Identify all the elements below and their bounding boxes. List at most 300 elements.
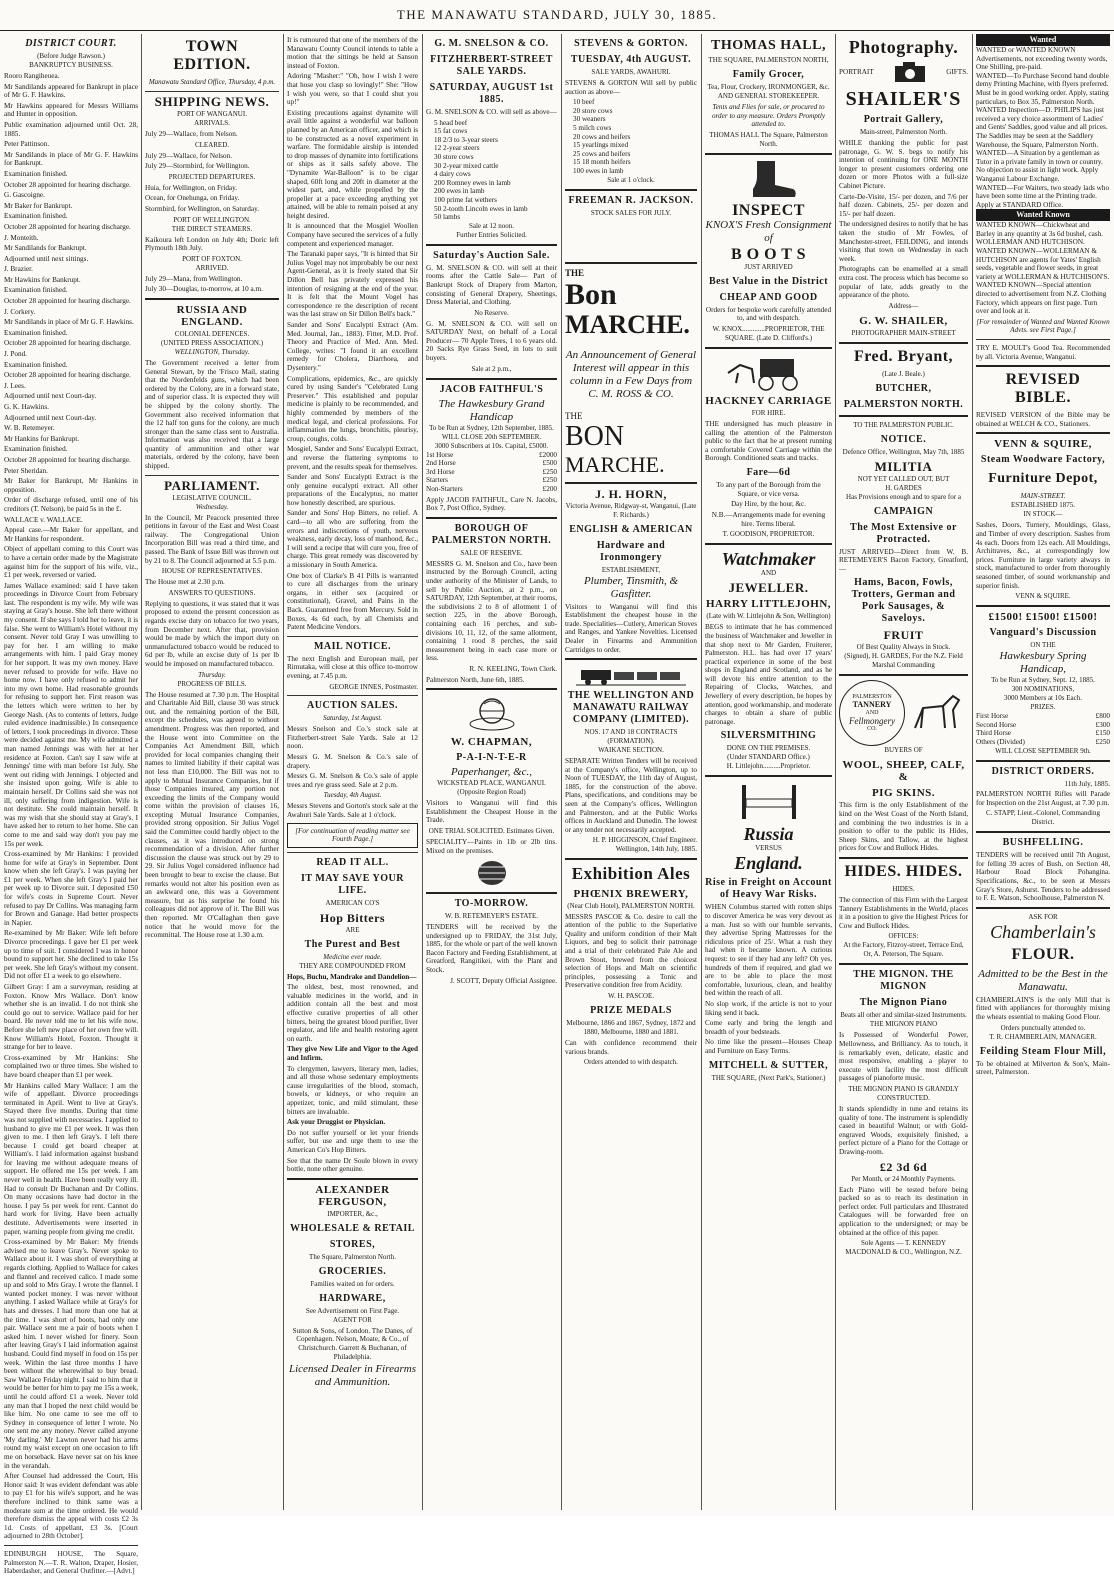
england-heading: England. [734,853,803,874]
shailer-text: Photographs can be enamelled at a small extra cost. The process which has become so popular of late, adds greatly to the appearance of the photo. [839,265,968,300]
shailer-title: PHOTOGRAPHER MAIN-STREET [851,328,956,337]
prize-row [426,485,557,494]
ferguson-address: The Square, Palmerston North. [309,1252,396,1261]
court-paragraph: Mr Hankins for Bankrupt. [4,434,80,443]
court-paragraph: Mr Baker for Bankrupt, Mr Hankins in opposition. [4,477,138,494]
stevens-date: TUESDAY, 4th AUGUST. [570,54,692,65]
bon-marche-announce: An Announcement of General Interest will appear in this column in a Few Days from C. M. ROSS & CO. [565,348,697,400]
just-arrived: JUST ARRIVED [744,262,793,271]
mignon-beats: Beats all other and similar-sized Instruments. [840,1011,967,1020]
flour-heading: FLOUR. [1011,945,1075,963]
column-rule [972,34,973,1510]
court-paragraph: J. Corkery. [4,307,36,316]
stock-item: 100 ewes in lamb [573,166,624,175]
prize-label: 3rd Horse [426,467,455,476]
news-paragraph: Existing precautions against dynamite will avail little against a wonderful war balloon planned by an American officer, and which is to be constructed as a novel experiment in warfare. The formidable airship is intended to drop masses of dynamite into fortifications or ships as it sails safely above. The "Dynamite War-Balloon" is to be cigar shaped, 60ft long and 20ft in diameter at the widest part, and, while propelled by the propeller at a pace exceeding anything yet attained, will be able to remain poised at any height desired. [287,108,418,220]
stock-item: 30 store cows [434,152,474,161]
snelson-yards: FITZHERBERT-STREET SALE YARDS. [430,54,553,77]
thomas-hall-text: Tents and Flies for sale, or procured to order to any measure. Orders Promptly attended to. [711,103,826,129]
stock-item: 10 beef [573,98,595,107]
borough-date: Palmerston North, June 6th, 1885. [426,675,525,684]
mignon-price: £2 3d 6d [879,1159,928,1174]
prize-row [976,738,1110,747]
court-paragraph: Adjourned until next Court-day. [4,413,97,422]
freight-rise: Rise in Freight on Account of Heavy War Risks. [705,877,832,901]
shailer-address: Main-street, Palmerston North. [859,128,948,136]
flour-obtain: To be obtained at Milverton & Son's, Main-street, Palmerston. [976,1059,1110,1077]
court-paragraph: October 28 appointed for hearing discharge. [4,222,131,231]
stevens-stock-list [565,98,697,175]
wanted-known-ad: WANTED KNOWN—WOLLERMAN & HUTCHISON are agents for Yates' English seeds, vegetable and flower seeds, in great variety at WOLLERMAN & HUTCHISON'S. [976,247,1110,281]
gardes-notice: NOTICE. [880,433,927,445]
dateline: Wednesday. [195,502,229,511]
court-paragraph: Object of appellant coming to this Court was to have a certain order made by the Magistrate against him for the support of his wife, viz., £1 per week, reversed or varied. [4,545,138,580]
bible-text: REVISED VERSION of the Bible may be obtained at WELCH & CO., Stationers. [976,411,1110,428]
auction-entry: Messrs G. M. Snelson & Co.'s sale of drapery. [287,752,418,770]
wanted-ad: WANTED—To Purchase Second hand double demy Printing Machine, with flyers preferred. Must be in good working order. Apply, stating particulars, to Box 35, Palmerston North. [976,71,1109,106]
wanted-heading: Wanted [976,34,1110,46]
gardes-hams: Hams, Bacon, Fowls, Trotters, German and Pork Sausages, & Saveloys. [851,577,956,625]
continuation-note: [For continuation of reading matter see Fourth Page.] [287,823,418,848]
ferguson-text: See Advertisement on First Page. [305,1306,400,1315]
bon-marche-marche: MARCHE. [565,451,665,477]
stevens-yards: SALE YARDS, AWAHURI. [591,68,671,76]
stock-item: 50 lambs [434,213,461,222]
railway-sign: H. P. HIGGINSON, Chief Engineer. Wellington, 14th July, 1885. [592,836,697,854]
tannery-horse-illustration [909,688,965,738]
hop-bitters-vigor: They give New Life and Vigor to the Aged and Infirm. [287,1045,418,1063]
chapman-text: Visitors to Wanganui will find this Establishment the Cheapest House in the Trade. [426,799,557,825]
column-news-ads [287,34,418,1510]
stock-item: 15 fat cows [434,127,468,136]
inspect-heading: INSPECT [732,201,805,219]
and: AND [760,569,777,578]
freeman-heading: FREEMAN R. JACKSON. [568,194,694,206]
fare-text: To any part of the Borough from the Square, or vice versa. [716,480,821,498]
knox-text: Orders for bespoke work carefully attended to, and with despatch. [705,305,832,323]
ship-entry: Stormbird, for Wellington, on Saturday. [145,204,260,213]
wanted-known-list [976,221,1110,316]
borough-text: MESSRS G. M. Snelson and Co., have been instructed by the Borough Council, acting under authority of the Minister of Lands, to sell by Public Auction, at 2 p.m., on SATURDAY, 12th September, at their rooms, the subdivisions 2 to 8 of allotment 1 of section 225, in the above Borough, containing each 16 perches, and sub-divisions 10, 11, 12, of the same allotment, containing 1 rood 8 perches, the said measurement being in each case more or less. [426,559,557,663]
phoenix-text: Orders attended to with despatch. [584,1058,678,1067]
district-orders: DISTRICT ORDERS. [991,765,1095,777]
prize-amount: £300 [1095,720,1110,729]
silversmithing: SILVERSMITHING [720,730,817,742]
hop-bitters-name: Hop Bitters [319,910,386,925]
day-hire: Day Hire, by the hour, &c. [731,500,806,509]
hides-sub: HIDES. [892,885,915,894]
wanted-see: [For remainder of Wanted and Wanted Known Advts. see First Page.] [976,317,1110,335]
court-paragraph: Cross-examined by Mr Baker: My friends advised me to leave Gray's. Never spoke to Wallace about it. I was short of everything at regards clothing. Applied to Wallace for cakes and flannel and received calico. I made some up and sold to Mrs Gray. I wrote the flannel. I wanted pocket money. I was never without anything. I asked Wallace while at Gray's for hats and dresses. I had more than one hat at the time. I was short of boots, had only one pair. Wallace sent me a pair of boots when I asked him. I never wished for finery. Soon after leaving Gray's I laid information against husband. Could find myself in food on 15s per week. Within the last three months I have been without the wherewithal to buy bread. Saw Wallace Friday night. I said to him that it would be better for him to pay me 15s a week, until he could afford £1 a week. Never told any man that I hoped the next child would be like him. No one came to see me off to Sydney in consequence of letter I wrote. No one sent me any money. Never called anyone 'My darling.' Mr Lawton never had his arms round my waist except on one occasion to lift me on horseback. Have never sat on his knee in the verandah. [4,1238,138,1470]
mignon-agents: Sole Agents — T. KENNEDY MACDONALD & CO., Wellington, N.Z. [845,1239,962,1257]
fare: Fare—6d [746,466,791,478]
flour-ask: ASK FOR [1028,912,1058,921]
ship-entry: July 29—Wallace, for Nelson. [145,151,233,160]
prize-amount: £500 [542,459,557,468]
jacob-faithful-close: WILL CLOSE 20th SEPTEMBER. [441,432,542,441]
venn-text: Sashes, Doors, Turnery, Mouldings, Glass, and Timber of every description. Sashes from 4s each. Doors from 12s each. All Mouldings, Architraves, &c., at correspondingly low prices. Furniture in large variety always in stock, manufactured to order from thoroughly seasoned timber, of sound workmanship and superior finish. [976,521,1110,590]
section-label: (UNITED PRESS ASSOCIATION.) [160,338,264,347]
thomas-hall-sign: THOMAS HALL The Square, Palmerston North. [709,130,828,148]
boots-heading: B O O T S [730,245,807,263]
court-paragraph: Adjourned until next sittings. [4,254,89,263]
shailer-address-label: Address— [888,301,919,310]
news-paragraph: The Government received a letter from General Stewart, by the 'Frisco Mail, stating that the Nordenfelds guns, which had been ordered by the Colony, are in a forward state, and of superior class. It is expected they will be shipped by the colony shortly. The Government also received information that the 12 half ton guns for the colony, are much stronger than the same class sent to Australia. Information was also received that a large quantity of ammunition and other war materials, ordered by the colony, have been shipped. [145,358,279,471]
versus: VERSUS [755,844,782,853]
hop-bitters-hops: Hops, Buchu, Mandrake and Dandelion— [287,972,417,981]
court-paragraph: J. Brazier. [4,265,33,274]
best-value: Best Value in the District [708,275,829,287]
court-paragraph: Examination finished. [4,360,68,369]
chapman-speciality: SPECIALITY—Paints in 1lb or 2lb tins. Mixed on the premises. [426,837,557,855]
section-label: ANSWERS TO QUESTIONS. [168,588,256,597]
ferguson-wholesale: WHOLESALE & RETAIL [290,1222,415,1234]
snelson-noon: Sale at 12 noon. [468,221,515,230]
bryant-name: Fred. Bryant, [853,347,954,365]
wanted-ad: WANTED or WANTED KNOWN Advertisements, not exceeding twenty words, One Shilling, pre-paid. [976,46,1108,72]
mignon-text: It stands splendidly in tune and retains its quality of tone. The instrument is splendidly cased in beautiful Walnut; or with Gold-engraved Woods, exquisitely finished, a perfect picture of a Piano for the Cottage or Drawing-room. [839,1104,968,1156]
column-town-edition [145,34,279,1510]
horn-text: Visitors to Wanganui will find this Establishment the cheapest house in the trade. Specialities—Cutlery, American Stoves and Ranges, and Yankee Novelties. Licensed Dealer in Firearms and Ammunition Cartridges to order. [565,602,697,654]
section-label: THE DIRECT STEAMERS. [171,224,253,233]
bon-marche-bon: Bon [565,277,617,311]
news-paragraph: The House met at 2.30 p.m. [145,578,225,587]
port-heading: PORT OF WANGANUI. [177,110,247,118]
jeweller-heading: JEWELLER. [728,580,809,596]
stock-item: 30 2-year mixed cattle [434,161,499,170]
snelson-stock-list [426,119,557,222]
prize-row [426,476,557,485]
section-label: ARRIVED. [195,263,229,272]
column-hall-knox [705,34,832,1510]
section-label: HOUSE OF REPRESENTATIVES. [161,567,263,576]
horn-english: ENGLISH & AMERICAN [569,523,693,535]
dateline: Saturday, 1st August. [322,714,383,723]
littlejohn-text: BEGS to intimate that he has commenced the business of Watchmaker and Jeweller in that shop next to Mr Garden, Fruiterer, Palmerston. H.L. has had over 17 years' practical experience in some of the best shops in England and Scotland, and as he will devote his entire attention to the Repairing of Clocks, Watches, and Jewellery of every description, he hopes by attention, good workmanship, and moderate charges to obtain a share of public patronage. [705,623,832,726]
news-paragraph: It is announced that the Mosgiel Woollen Company have secured the services of a fully competent and experienced manager. [287,222,418,248]
section-label: ARRIVALS. [194,119,230,127]
littlejohn-name: HARRY LITTLEJOHN, [705,598,832,611]
district-court-body [4,72,138,1541]
venn-established: ESTABLISHED 1875. [1011,501,1075,510]
flour-admitted: Admitted to be the Best in the Manawatu. [978,967,1108,993]
tannery-wool: WOOL, SHEEP, CALF, & [842,759,965,784]
section-label: PROJECTED DEPARTURES. [168,172,256,181]
court-paragraph: Examination finished. [4,328,68,337]
port-heading: PORT OF FOXTON. [182,254,242,263]
saturday-sale-heading: Saturday's Auction Sale. [433,249,550,261]
littlejohn-sign: H. Littlejohn..........Proprietor. [726,762,811,771]
hop-bitters-sub: IT MAY SAVE YOUR LIFE. [301,872,404,896]
auction-entry: Messrs Stevens and Gorton's stock sale at the Awahuri Sale Yards. Sale at 1 o'clock. [287,802,418,819]
tannery-seal: PALMERSTON TANNERY AND Fellmongery CO. [839,680,905,746]
court-paragraph: October 28 appointed for hearing discharge. [4,180,131,189]
ferguson-importer: IMPORTER, &c., [327,1209,378,1218]
flour-manager: T. R. CHAMBERLAIN, MANAGER. [989,1032,1097,1041]
horn-hardware: Hardware and Ironmongery [596,539,666,563]
mignon-text: Is Possessed of Wonderful Power, Mellowness, and Brilliancy. As to touch, it is remarkably even, delicate, elastic and most responsive, enabling a player to execute with facility the most difficult passages of pianoforte music. [839,1031,968,1083]
court-paragraph: Appeal case.—Mr Baker for appellant, and Mr Hankins for respondent. [4,526,138,543]
orders-date: 11th July, 1885. [1064,779,1110,788]
tannery-buyers: BUYERS OF [884,746,923,755]
ales-heading: Exhibition Ales [571,863,691,883]
horn-address: Victoria Avenue, Ridgway-st, Wanganui, (Late F. Richards.) [565,501,697,519]
chapman-paperhanger: Paperhanger, &c., [450,766,533,779]
court-paragraph: J. Pond. [4,350,27,359]
column-rule [422,34,423,1510]
court-paragraph: Mr Hawkins for Bankrupt. [4,275,81,284]
retemeyer-text: TENDERS will be received by the undersigned up to FRIDAY, the 31st July, 1885, for the whole or part of the well known Bacon Factory and Feeding Establishment, at Greatford, Rangitikei, with the Plant and Stock. [426,923,557,975]
railway-section: WAIKANE SECTION. [598,746,664,755]
bon-marche-bon: BON [565,420,625,452]
sweep-nominations: 300 NOMINATIONS, [1011,685,1075,694]
bon-marche-the: THE [565,267,585,278]
mignon-heading: THE MIGNON. THE MIGNON [853,969,954,993]
news-paragraph: Sander and Sons' Hop Bitters, no relief. A card—to all who are suffering from the errors and indiscretions of youth, nervous weakness, early decay, loss of manhood, &c., I will send a recipe that will cure you, free of charge. This great remedy was discovered by a missionary in South America. [287,509,418,570]
hop-bitters-text: To clergymen, lawyers, literary men, ladies, and all those whose sedentary employments cause irregularities of the blood, stomach, bowels, or kidneys, or who require an appetizer, tonic, and mild stimulant, these bitters are invaluable. [287,1064,418,1116]
section-label: LEGISLATIVE COUNCIL. [172,493,252,502]
venn-sign: VENN & SQUIRE. [1015,592,1071,601]
mattress-text: No time like the present—Houses Cheap and Furniture on Easy Terms. [705,1038,832,1055]
court-paragraph: Mr Sandilands for Bankrupt. [4,244,87,253]
cheap-good: CHEAP AND GOOD [719,291,818,303]
column-rule [701,34,702,1510]
horn-plumber: Plumber, Tinsmith, & Gasfitter. [583,574,679,600]
prize-label: Others (Divided) [976,737,1025,746]
mignon-constructed: THE MIGNON PIANO IS GRANDLY CONSTRUCTED. [848,1084,959,1102]
venn-furniture: Furniture Depot, [988,471,1098,487]
edinburgh-house-ad: EDINBURGH HOUSE, The Square, Palmerston N.—T. R. Walton, Draper, Hosier, Haberdasher, and General Outfitter.—[Advt.] [4,1550,138,1576]
district-court-heading: DISTRICT COURT. [25,38,117,49]
gardes-fruit: FRUIT [883,628,924,643]
section-label: CLEARED. [194,140,230,149]
news-paragraph: In the Council, Mr Peacock presented three petitions in favour of the East and West Coast railway. The Congregational Union Incorporation Bill was read a third time, and passed. The Bank of Issue Bill was thrown out by 21 to 8. The Council adjourned at 5.5 p.m. [145,513,279,565]
news-paragraph: Complications, epidemics, &c., are quickly cured by using Sander's "Celebrated Lung Preserver." This established and popular medicine is plainly to be recommended, and highly commended by members of the medical legal, and clerical professions. For inflammation the lungs, bronchitis, pleurisy, croup, coughs, colds. [287,374,418,443]
court-paragraph: W. B. Retemeyer. [4,424,55,433]
court-paragraph: Mr Hankins called Mary Wallace: I am the wife of appellant. Divorce proceedings terminated in April. Went to live at Gray's. Stayed there five months. During that time was not supplied with necessaries. I applied to husband to give me £1 per week. It was then given to me. I then left Gray's. I left there because I could get board cheaper at William's. I laid information against husband for leaving me without adequate means of support. He offered me 15s per week. I am never well in health. Have been really very ill. Had to consult Dr Buchanan and Dr Collins. On many occasions have had doctor in the house. I pay 5s per week for rent. Cannot do hard work for living. Have been actually destitute. Advertisements were inserted in paper, warning people from giving me credit. [4,1081,138,1236]
auction-heading: AUCTION SALES. [307,700,398,712]
prize-amount: £150 [1095,729,1110,738]
news-paragraph: Sander and Sons' Eucalypti Extract is the only genuine eucalypti extract. All other preparations of the Eucalyptus, no matter how honestly described, are spurious. [287,473,418,507]
column-rule [283,34,284,1510]
column-shailer-gardes [839,34,968,1510]
knox-sign: W. KNOX.............PROPRIETOR, THE SQUARE. (Late D. Clifford's.) [712,324,825,342]
prize-amount: £250 [1095,737,1110,746]
gifts-label: GIFTS. [946,67,968,76]
venn-squire-name: VENN & SQUIRE, [994,438,1092,451]
stock-item: 5 head beef [434,118,468,127]
shipping-heading: SHIPPING NEWS. [154,94,270,109]
hop-bitters-soule: See that the name Dr Soule blown in every bottle, none other genuine. [287,1156,418,1174]
railway-contracts: NOS. 17 AND 18 CONTRACTS (FORMATION). [584,728,678,746]
knox-consignment: KNOX'S Fresh Consignment of [705,218,832,244]
bon-marche-the: THE [565,410,583,421]
gardes-name: H. GARDES [885,483,922,492]
port-heading: PORT OF WELLINGTON. [173,215,251,224]
flour-orders: Orders punctually attended to. [1000,1023,1086,1032]
hop-bitters-heading: READ IT ALL. [316,856,389,868]
court-paragraph: G. Gascoigne. [4,191,45,200]
hides-text: The connection of this Firm with the Largest Tannery Establishments in the World, places it in a position to give the Highest Prices for Cow and Bullock Hides. [839,896,968,930]
fruit-quality: Of Best Quality Always in Stock. [856,643,951,652]
stevens-time: Sale at 1 o'clock. [607,175,655,184]
jacob-faithful-heading: JACOB FAITHFUL'S [439,383,544,395]
wanted-known-ad: WANTED KNOWN—Special attention directed to advertisement from N.Z. Clothing Factory, which appears on first page. Turn over and look at it. [976,281,1107,316]
section-label: PROGRESS OF BILLS. [177,679,247,688]
orders-sign: C. STAPP, Lieut.-Colonel, Commanding District. [986,809,1100,827]
stock-item: 5 milch cows [573,123,612,132]
mattress-text: Come early and bring the length and breadth of your bedsteads. [705,1019,832,1036]
sweep-prizes [976,712,1110,746]
stock-item: 25 cows and heifers [573,149,631,158]
hop-bitters-medicine: Medicine ever made. [323,952,382,961]
prize-label: Starters [426,476,448,485]
mignon-text: Each Piano will be tested before being packed so as to reach its destination in perfect order. Full particulars and Illustrated Catalogues will be forwarded free on application to the undersigned; or may be obtained at the office of this paper. [839,1185,968,1237]
dateline: Manawatu Standard Office, Thursday, 4 p.m. [148,78,276,86]
district-court-sub2: BANKRUPTCY BUSINESS. [29,61,113,69]
mattress-text: No slop work, if the article is not to your liking send it back. [705,999,832,1017]
ferguson-text: Families waited on for orders. [310,1279,395,1288]
chamberlain-name: Chamberlain's [990,921,1096,942]
portrait-label: PORTRAIT [839,67,874,76]
district-court-sub: (Before Judge Rawson.) [37,52,105,60]
hop-bitters-co: AMERICAN CO'S [325,898,380,907]
mignon-label: THE MIGNON PIANO [869,1020,938,1029]
stock-item: 12 2-year steers [434,144,480,153]
fare-note: N.B.—Arrangements made for evening hire. Terms liberal. [711,511,826,528]
no-reserve: No Reserve. [474,308,509,317]
court-paragraph: Public examination adjourned until Oct. 28, 1885. [4,120,138,138]
hop-bitters-purest: The Purest and Best [304,938,401,950]
news-paragraph: The Taranaki paper says, "It is hinted that Sir Julius Vogel may not improbably be our next Agent-General, as it is freely stated that Sir Dillon Bell has privately expressed his intention of resigning at the end of the year. It is felt that the Mount Vogel has correspondence re the description of recent was the last straw on Sir Dillon Bell's back." [287,250,418,319]
phoenix-text: Can with confidence recommend their various brands. [565,1038,697,1056]
mattress-text: WHEN Columbus started with rotten ships to discover America he was very devout as a man. Just so with our humble servants, they advertise Spring Mattresses for the ridiculous price of 25/. What a rush they had when it became known. A curious request: to see if they had any left? Oh yes, hundreds of them if required, and glad we are to be able to place the most comfortable, luxurious, clean, and healthy bed within the reach of all. [705,903,832,998]
russia-heading: RUSSIA AND ENGLAND. [176,303,248,328]
prize-label: Non-Starters [426,485,463,494]
stock-item: 20 store cows [573,106,613,115]
borough-sale: SALE OF RESERVE. [460,548,523,557]
thomas-hall-goods: Tea, Flour, Crockery, IRONMONGER, &c. AND GENERAL STOREKEEPER. [707,83,830,100]
court-paragraph: Gilbert Gray: I am a surveyman, residing at Foxton. Know Mrs Wallace. Don't know whether she is an invalid. I do not think she could go out to service. Wallace paid for her board. He never told me to let his wife now. Before she left new place of her own free will. Know William's Hotel, Foxton. Thought it strange for her to leave. [4,983,138,1052]
hackney-heading: HACKNEY CARRIAGE [705,394,832,407]
prize-row [976,729,1110,738]
railway-heading: THE WELLINGTON AND MANAWATU RAILWAY COMPANY (LIMITED). [567,690,695,726]
prize-label: Second Horse [976,720,1017,729]
court-paragraph: Re-examined by Mr Baker: Wife left before Divorce proceedings. I gave her £1 per week up to time of suit. I considered I was in honor bound to support her. She declined to take 15s per week. She left Gray's without my consent. Did not offer £1 a week to go elsewhere. [4,929,138,981]
shailer-prices: Carte-De-Visite, 15/- per dozen, and 7/6 per half dozen. Cabinets, 25/- per dozen and 15/- per half dozen. [839,192,968,218]
militia: MILITIA [874,458,933,474]
sweep-on-the: ON THE [1030,641,1056,650]
ship-entry: July 29—Wallace, from Nelson. [145,130,238,138]
court-paragraph: Mr Sandilands in place of Mr G. F. Hawkins. [4,318,134,327]
court-paragraph: Rooro Rangiheuea. [4,72,60,80]
prize-amount: £800 [1095,712,1110,721]
silversmithing-location: (Under STANDARD Office.) [727,753,810,762]
prize-row [426,468,557,477]
snelson-further: Further Entries Solicited. [456,230,527,239]
railway-text: SEPARATE Written Tenders will be received at the Company's office, Wellington, up to Noon of TUESDAY, the 11th day of August, 1885, for the construction of the above. Plans, specifications, and conditions may be seen at the Company's offices, Wellington and Palmerston, and at the Public Works offices in Auckland and Dunedin. The lowest or any tender not necessarily accepted. [565,757,697,834]
section-label: COLONIAL DEFENCES. [174,329,250,338]
court-paragraph: Examination finished. [4,445,68,454]
prize-label: 2nd Horse [426,459,456,468]
stock-item: 18 2/3 to 3-year steers [434,135,498,144]
mail-notice-text: The next English and European mail, per Rimutaka, will close at this office to-morrow evening, at 7.45 p.m. [287,654,418,680]
wanted-ad: WANTED—A Situation by a gentleman as Tutor in a private family in town or country. No objection to assist in light work. Apply Wanganui Labour Exchange. [976,149,1103,183]
phoenix-sign: W. H. PASCOE. [608,991,654,1000]
gardes-public: TO THE PALMERSTON PUBLIC. [853,420,954,429]
court-paragraph: Peter Sheridan. [4,466,48,475]
camera-icon [893,60,927,84]
stevens-firm: STEVENS & GORTON. [574,38,688,49]
not-called: NOT YET CALLED OUT, BUT [857,474,950,483]
ferguson-stores: STORES, [329,1238,376,1250]
saturday-sale-text: G. M. SNELSON & CO. will sell at their rooms after the Cattle Sale— Part of Bankrupt Stock of Drapery from Marton, consisting of General Drapery, Sheetings, Dress Material, and Clothing. [426,263,557,307]
court-paragraph: Examination finished. [4,169,68,178]
paint-pot-illustration [462,694,522,732]
column-auction-ads [426,34,557,1510]
stock-item: 15 yearlings mixed [573,141,629,150]
ferguson-name: ALEXANDER FERGUSON, [315,1183,390,1208]
mitchell-sutter: MITCHELL & SUTTER, [708,1059,829,1071]
column-rule [561,34,562,1510]
hop-bitters-text: The oldest, best, most renowned, and valuable medicines in the world, and in addition contain all the best and most effective curative properties of all other bitters, being the greatest blood purifier, liver regulator, and life and health restoring agent on earth. [287,983,418,1043]
chapman-painter: P-A-I-N-T-E-R [456,752,527,764]
court-paragraph: October 28 appointed for hearing discharge. [4,371,131,380]
jacob-faithful-prizes [426,451,557,494]
shailer-name: G. W. SHAILER, [859,314,948,327]
court-paragraph: WALLACE v. WALLACE. [4,515,83,524]
prize-row [426,451,557,460]
prize-amount: £200 [542,485,557,494]
shailer-heading: SHAILER'S [845,88,962,110]
news-items [287,36,418,632]
court-paragraph: J. Lees. [4,381,26,390]
prize-label: Third Horse [976,729,1011,738]
tannery-text: This firm is the only Establishment of the kind on the West Coast of the North Island, and combining the two industries is in a position to offer to the public its Hides, Sheep Skins, and Tallow, at the highest prices for Cow and Bullock Hides. [839,801,968,853]
wanted-list [976,46,1110,209]
ferguson-text: Sutton & Sons, of London. The Danes, of Copenhagen. Nelson, Moate, & Co., of Christchurch. Garrett & Buchanan, of Philadelphia. [292,1326,413,1361]
hides-office-1: At the Factory, Fitzroy-street, Terrace End, [843,941,964,950]
news-paragraph: Sander and Sons' Eucalypti Extract (Am. Med. Journal, Jan., 1883). Fitter, M.D. Prof. Theory and Practice of Med. Ann. Med. College, writes: "I found it an excellent remedy for Cholera, Diarrhoea, and Dysentery." [287,321,418,372]
column-rule [141,34,142,1510]
bushfelling-text: TENDERS will be received until 7th August, for felling 39 acres of Bush, on Section 48, Harbour Road Block Pohangina. Specifications, &c., to be seen at Messrs Gray's Store, Ashurst. Tenders to be addressed to F. E. Watson, Schoolhouse, Palmerston N. [976,851,1110,903]
hides-heading: HIDES. HIDES. [844,863,963,881]
freeman-sub: STOCK SALES FOR JULY. [590,208,672,217]
stock-item: 30 weaners [573,115,606,124]
horn-name: J. H. HORN, [595,486,667,501]
prize-row [976,712,1110,721]
bryant-place: PALMERSTON NORTH. [843,398,964,410]
snelson-date: SATURDAY, AUGUST 1st 1885. [429,82,554,105]
hop-bitters-are: ARE [345,925,360,934]
sweep-discussion: Vanguard's Discussion [989,627,1097,639]
horn-establishment: ESTABLISHMENT, [601,565,661,574]
orders-text: PALMERSTON NORTH Rifles will Parade for Inspection on the 21st August, at 7.30 p.m. [976,790,1110,807]
venn-street: MAIN-STREET. [1020,492,1066,501]
stock-item: 50 2-tooth Lincoln ewes in lamb [434,204,528,213]
jacob-faithful-handicap: The Hawkesbury Grand Handicap [438,397,545,423]
court-paragraph: Adjourned until next Court-day. [4,392,97,401]
court-paragraph: Examination finished. [4,286,68,295]
prize-medals: PRIZE MEDALS [590,1004,672,1016]
prize-label: First Horse [976,712,1009,721]
flour-text: CHAMBERLAIN'S is the only Mill that is fitted with appliances for thoroughly mixing the wheats essential to making Good Flour. [976,995,1110,1022]
retemeyer-estate: W. B. RETEMEYER'S ESTATE. [445,912,538,921]
jacob-faithful-apply: Apply JACOB FAITHFUL, Care N. Jacobs, Box 7, Post Office, Sydney. [426,495,557,513]
extensive: The Most Extensive or Protracted. [850,521,957,545]
prize-amount: £250 [542,476,557,485]
ferguson-hardware: HARDWARE, [319,1292,386,1304]
